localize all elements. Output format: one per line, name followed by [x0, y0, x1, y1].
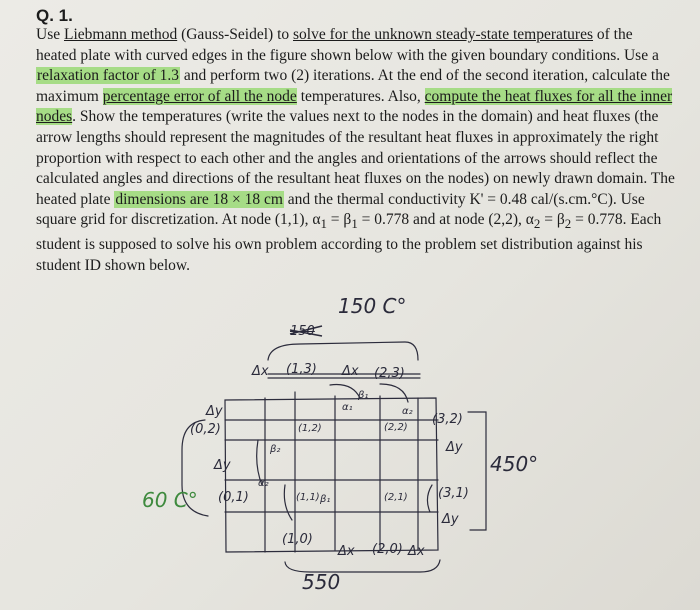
- node-3-1: (3,1): [438, 486, 469, 501]
- text-run-underlined: solve for the unknown steady-state temperatures: [293, 26, 594, 43]
- sketch-lines: [0, 280, 700, 610]
- text-run-highlighted: percentage error of all the node: [102, 87, 297, 105]
- subscript: 2: [564, 216, 572, 232]
- dy-label: Δy: [214, 458, 231, 473]
- alpha-1-label: α₁: [342, 402, 353, 413]
- text-run: = 0.778. Each student is supposed to solve his own problem according to the problem set distribution against his student ID shown below.: [36, 211, 662, 274]
- node-1-2: (1,2): [298, 423, 322, 434]
- text-run-highlighted: compute the heat fluxes for all the inner nodes: [36, 87, 673, 126]
- dy-label: Δy: [206, 404, 223, 419]
- dy-label: Δy: [446, 440, 463, 455]
- text-run: = β: [540, 211, 565, 229]
- subscript: 2: [533, 216, 541, 232]
- dx-label: Δx: [408, 544, 425, 559]
- node-2-0: (2,0): [372, 542, 403, 557]
- node-3-2: (3,2): [432, 412, 463, 427]
- text-run-highlighted: dimensions are 18 × 18 cm: [115, 190, 283, 208]
- top-boundary-bracket: [268, 342, 418, 360]
- text-run: = β: [326, 211, 352, 229]
- text-run: of the heated plate with curved edges in the figure shown below with the given boundary conditions. Use a: [36, 26, 659, 64]
- subscript: 1: [320, 216, 327, 232]
- top-temp-struck: 150: [290, 324, 315, 339]
- dx-label: Δx: [338, 544, 355, 559]
- text-run: and perform two (2) iterations. At the end of the second iteration, calculate the maximum: [36, 67, 670, 105]
- subscript: 1: [351, 216, 358, 232]
- right-boundary-bracket: [468, 412, 486, 530]
- text-run: (Gauss-Seidel) to: [177, 26, 293, 43]
- beta-1-label: β₁: [320, 494, 331, 505]
- node-2-1: (2,1): [384, 492, 408, 503]
- text-run: temperatures. Also,: [296, 87, 425, 105]
- dx-label: Δx: [342, 364, 359, 379]
- question-text: [36, 25, 676, 276]
- node-1-0: (1,0): [282, 532, 313, 547]
- alpha-2-label: α₂: [258, 478, 269, 489]
- node-2-2: (2,2): [384, 422, 408, 433]
- right-boundary-temp: 450°: [490, 452, 539, 476]
- question-number: Q. 1.: [36, 6, 73, 25]
- text-run: Use: [36, 26, 64, 43]
- text-run: . Show the temperatures (write the values next to the nodes in the domain) and heat fluxes (the arrow lengths should represent the magnitudes of the resultant heat fluxes in approximately the right proportion with respect to each other and the angles and orientations of the arrows should reflect the calculated angles and directions of the resultant heat fluxes on the nodes) on newly drawn domain. The heated plate: [36, 108, 675, 208]
- text-run: and the thermal conductivity K' = 0.48 cal/(s.cm.°C). Use square grid for discretization. At node (1,1), α: [36, 190, 645, 229]
- text-run-highlighted: relaxation factor of 1.3: [37, 67, 180, 85]
- dx-label: Δx: [252, 364, 269, 379]
- text-run-underlined: Liebmann method: [63, 26, 178, 43]
- alpha-2-label: α₂: [402, 406, 413, 417]
- text-run: = 0.778 and at node (2,2), α: [357, 211, 534, 229]
- node-0-2: (0,2): [190, 422, 221, 437]
- node-1-1: (1,1): [296, 492, 320, 503]
- top-boundary-temp: 150 C°: [338, 294, 407, 318]
- beta-2-label: β₂: [270, 444, 281, 455]
- handwritten-plate-sketch: [0, 280, 700, 610]
- node-0-1: (0,1): [218, 490, 249, 505]
- dy-label: Δy: [442, 512, 459, 527]
- node-1-3: (1,3): [286, 362, 317, 377]
- node-2-3: (2,3): [374, 366, 405, 381]
- beta-1-label: β₁: [358, 390, 369, 401]
- left-boundary-temp: 60 C°: [142, 488, 198, 512]
- bottom-boundary-temp: 550: [302, 570, 341, 594]
